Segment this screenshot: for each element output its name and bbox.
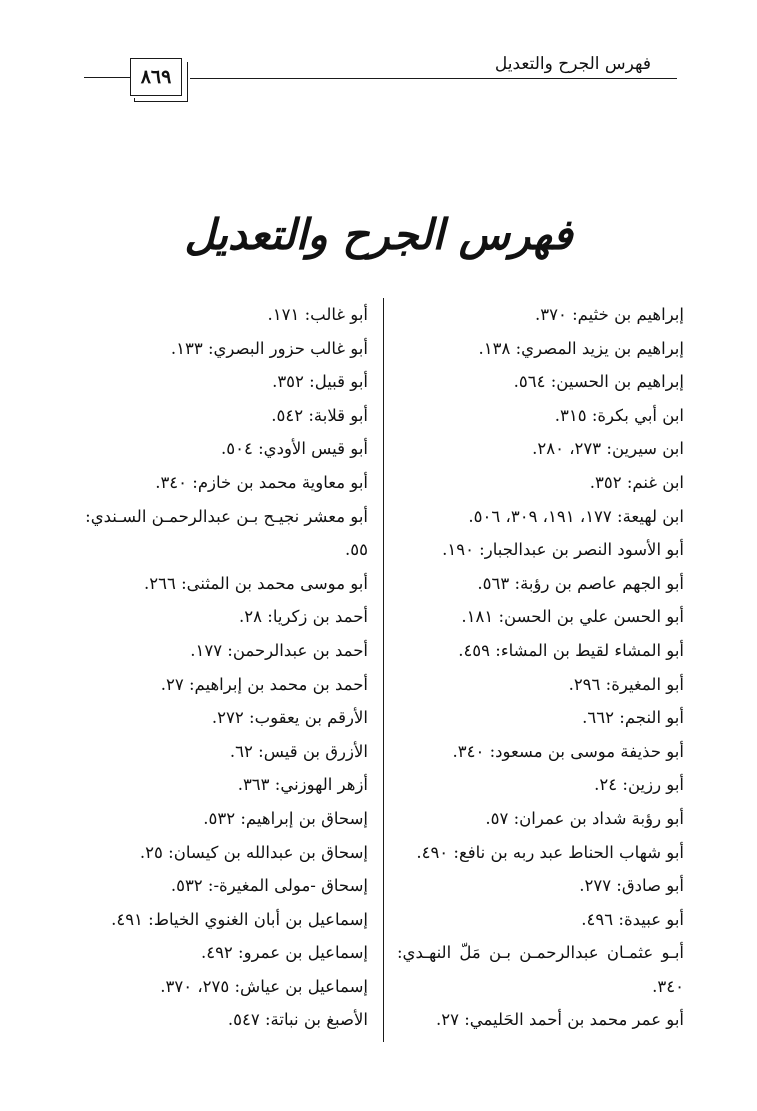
index-entry: أبو معاوية محمد بن خازم: ٣٤٠. — [155, 472, 368, 492]
index-entry: أبو موسى محمد بن المثنى: ٢٦٦. — [144, 573, 368, 593]
index-entry: الأزرق بن قيس: ٦٢. — [229, 741, 368, 761]
page-number: ٨٦٩ — [140, 66, 172, 88]
index-column-right — [397, 298, 684, 1037]
index-entry: إسحاق بن إبراهيم: ٥٣٢. — [203, 808, 368, 828]
header-rule-left — [84, 77, 130, 78]
index-column-left — [85, 298, 368, 1037]
index-entry: ابن سيرين: ٢٧٣، ٢٨٠. — [532, 439, 684, 459]
index-entry: أبو شهاب الحناط عبد ربه بن نافع: ٤٩٠. — [416, 842, 684, 862]
page-title: فهرس الجرح والتعديل — [184, 210, 573, 259]
index-entry: الأصبغ بن نباتة: ٥٤٧. — [227, 1010, 368, 1030]
index-entry: أبو المغيرة: ٢٩٦. — [568, 674, 684, 694]
index-entry: أبو قبيل: ٣٥٢. — [272, 372, 368, 392]
running-title: فهرس الجرح والتعديل — [489, 54, 659, 74]
index-entry: أبو صادق: ٢٧٧. — [579, 876, 684, 896]
index-entry: أبو عمر محمد بن أحمد الحَليمي: ٢٧. — [435, 1010, 684, 1030]
column-divider — [383, 298, 384, 1042]
index-entry-continuation: ٥٥. — [345, 540, 368, 560]
index-entry: أبو غالب: ١٧١. — [267, 305, 368, 324]
index-entry: أحمد بن عبدالرحمن: ١٧٧. — [190, 640, 368, 660]
index-entry: ابن أبي بكرة: ٣١٥. — [554, 405, 684, 425]
index-entry: إبراهيم بن يزيد المصري: ١٣٨. — [478, 338, 684, 358]
index-entry: أبو رزين: ٢٤. — [594, 775, 684, 795]
index-entry: إسماعيل بن عمرو: ٤٩٢. — [200, 943, 368, 963]
index-entry: أزهر الهوزني: ٣٦٣. — [237, 775, 368, 795]
index-entry: أبو الجهم عاصم بن رؤبة: ٥٦٣. — [477, 573, 684, 593]
header-rule-right — [190, 78, 677, 79]
index-entry: إسحاق -مولى المغيرة-: ٥٣٢. — [170, 876, 368, 896]
index-entry: أبو النجم: ٦٦٢. — [582, 708, 684, 728]
index-entry: أبو حذيفة موسى بن مسعود: ٣٤٠. — [452, 741, 684, 761]
index-entry: أبو قيس الأودي: ٥٠٤. — [221, 439, 368, 459]
index-entry: أبو الحسن علي بن الحسن: ١٨١. — [461, 607, 684, 627]
index-entry: أبو عبيدة: ٤٩٦. — [581, 909, 684, 929]
index-entry: إبراهيم بن الحسين: ٥٦٤. — [513, 372, 684, 392]
index-entry: إسماعيل بن أبان الغنوي الخياط: ٤٩١. — [111, 909, 368, 929]
index-entry-continuation: ٣٤٠. — [652, 976, 684, 996]
index-entry: إبراهيم بن خثيم: ٣٧٠. — [535, 305, 684, 324]
page-header — [84, 50, 677, 104]
page-number-box — [130, 58, 182, 96]
index-entry: ابن غنم: ٣٥٢. — [589, 472, 684, 492]
index-entry: أبو قلابة: ٥٤٢. — [271, 405, 368, 425]
index-entry: أبو المشاء لقيط بن المشاء: ٤٥٩. — [458, 640, 684, 660]
index-entry: أبو الأسود النصر بن عبدالجبار: ١٩٠. — [442, 540, 684, 560]
index-entry: أحمد بن زكريا: ٢٨. — [239, 607, 368, 627]
index-entry: أحمد بن محمد بن إبراهيم: ٢٧. — [160, 674, 368, 694]
index-entry: ابن لهيعة: ١٧٧، ١٩١، ٣٠٩، ٥٠٦. — [468, 506, 684, 526]
index-entry: أبو معشر نجيـح بـن عبدالرحمـن السـندي: — [85, 506, 368, 526]
index-entry: إسماعيل بن عياش: ٢٧٥، ٣٧٠. — [160, 976, 368, 996]
index-entry: أبو غالب حزور البصري: ١٣٣. — [170, 338, 368, 358]
index-entry: إسحاق بن عبدالله بن كيسان: ٢٥. — [139, 842, 368, 862]
index-entry: أبو رؤبة شداد بن عمران: ٥٧. — [485, 808, 684, 828]
index-entry: أبـو عثمـان عبدالرحمـن بـن مَلّ النهـدي: — [397, 943, 684, 963]
index-entry: الأرقم بن يعقوب: ٢٧٢. — [211, 708, 368, 728]
